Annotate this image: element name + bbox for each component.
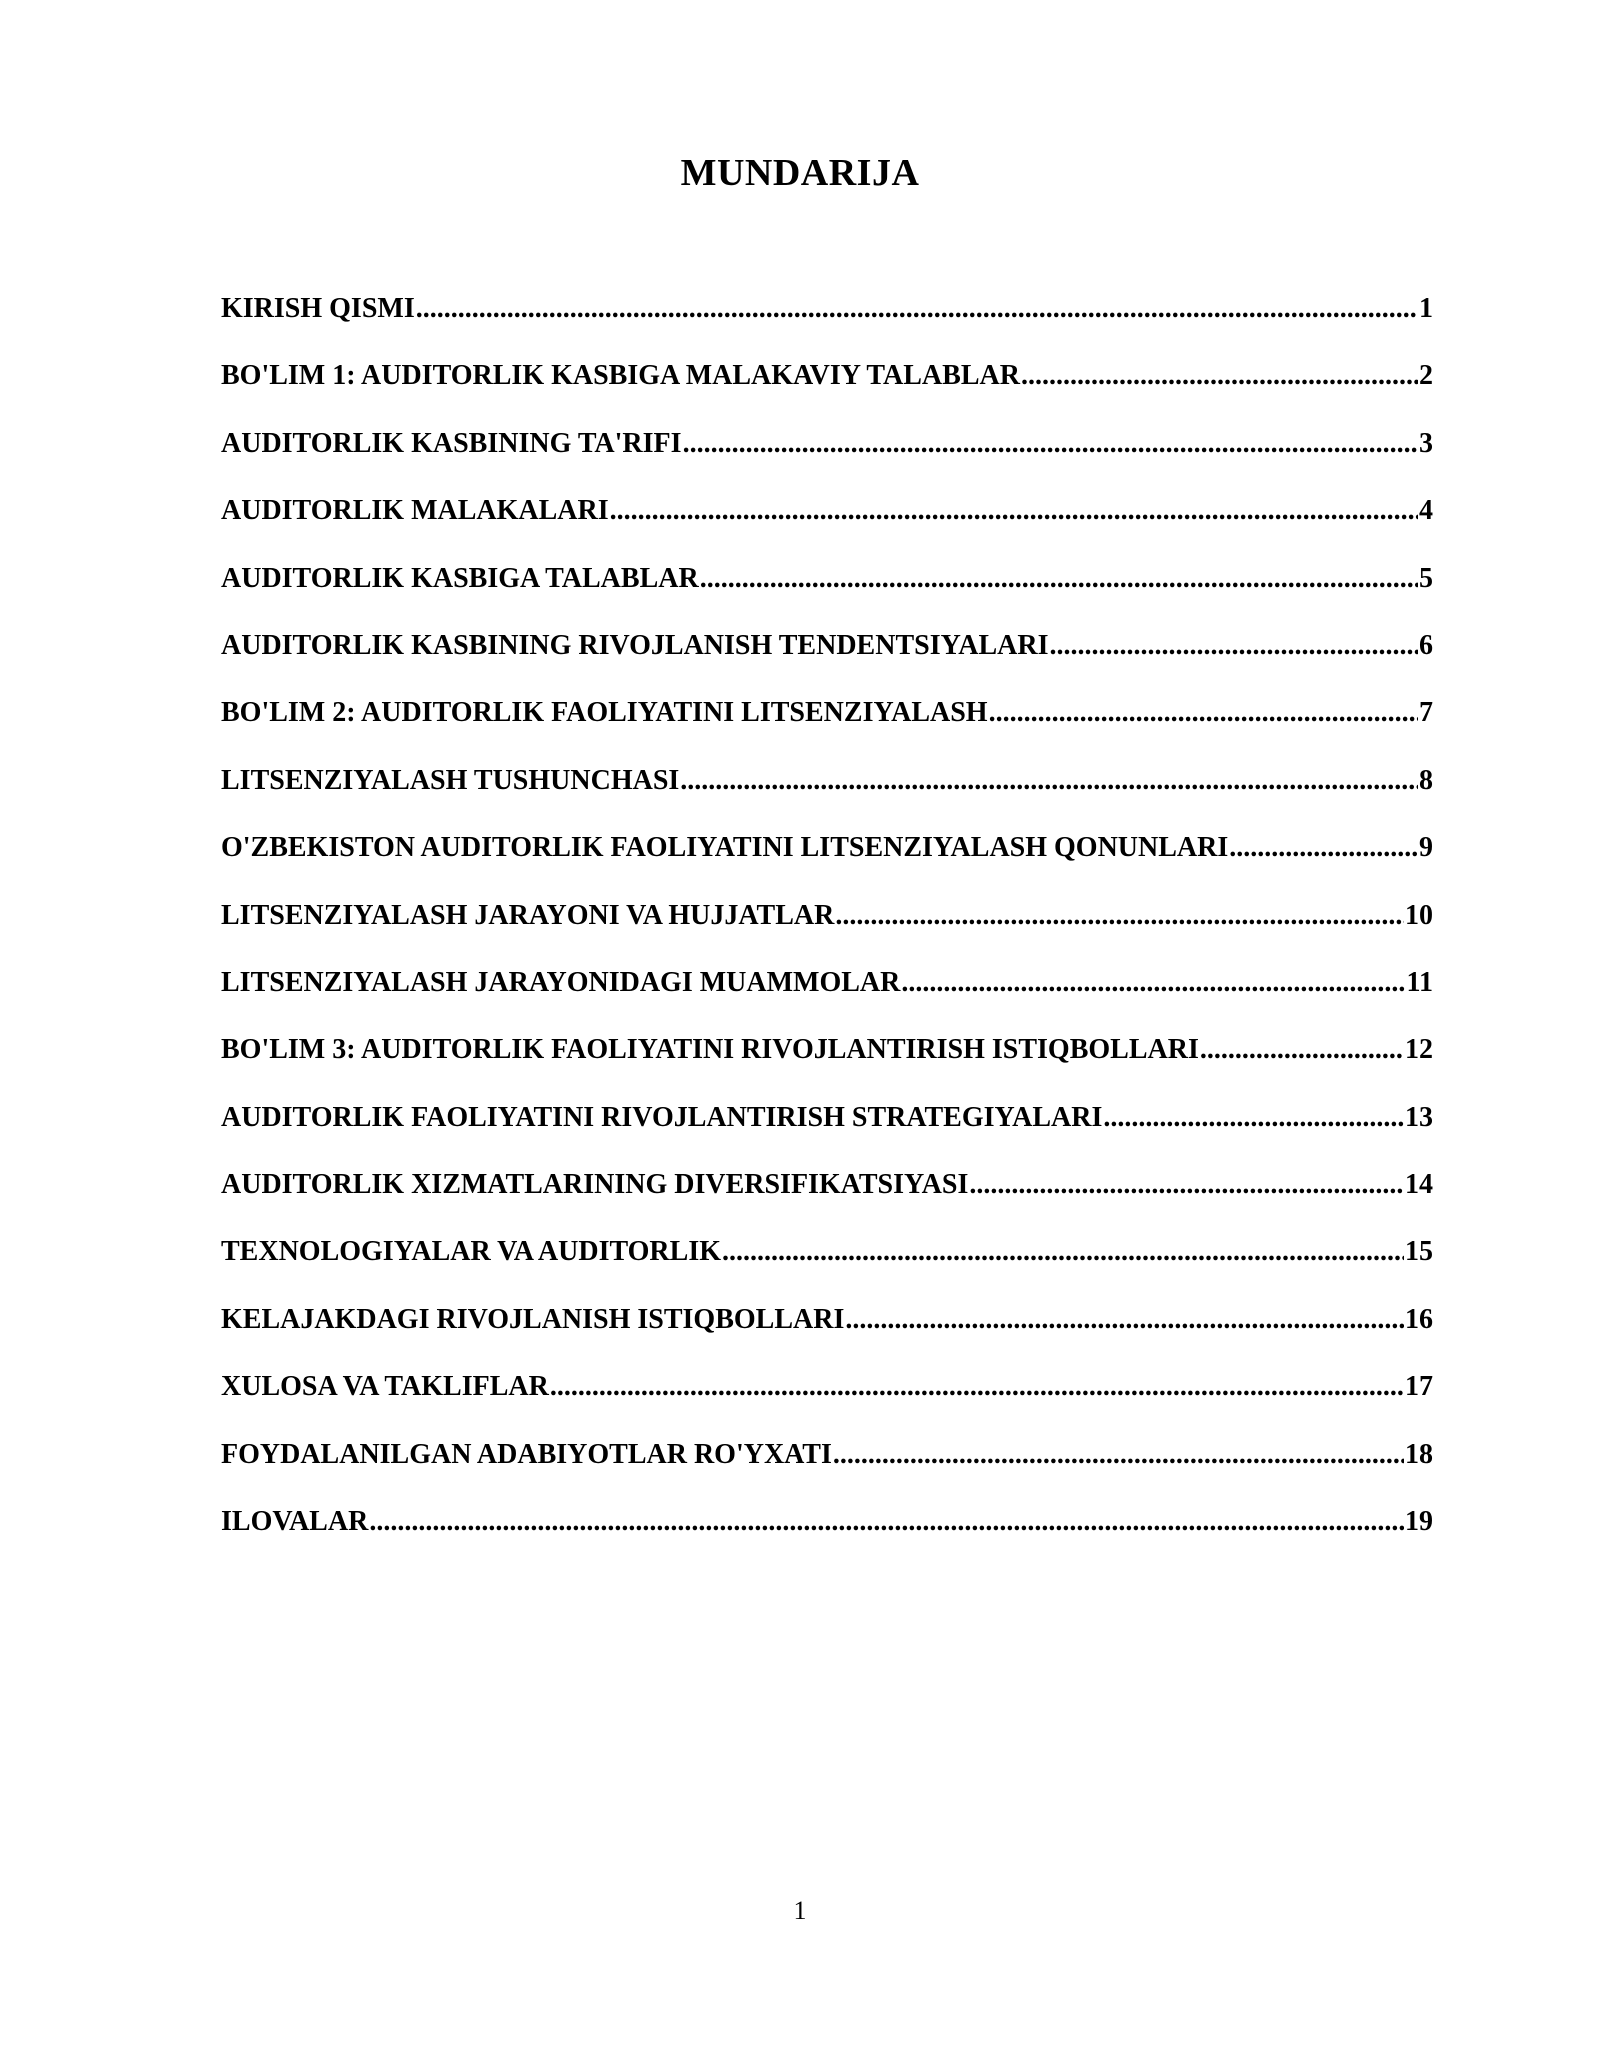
toc-entry-page-number: 10: [1405, 899, 1433, 931]
toc-entry-label: XULOSA VA TAKLIFLAR: [221, 1371, 549, 1403]
toc-entry: [221, 759, 1433, 826]
toc-dot-leader: [1200, 1028, 1404, 1072]
toc-entry-page-number: 12: [1405, 1034, 1433, 1066]
toc-entry-label: KIRISH QISMI: [221, 293, 415, 324]
toc-entry-page-number: 11: [1406, 966, 1433, 998]
toc-entry-page-number: 2: [1419, 360, 1433, 392]
toc-entry-label: AUDITORLIK FAOLIYATINI RIVOJLANTIRISH STRATEGIYALARI: [221, 1101, 1103, 1133]
toc-entry-page-number: 3: [1419, 427, 1433, 459]
toc-entry-label: BO'LIM 3: AUDITORLIK FAOLIYATINI RIVOJLANTIRISH ISTIQBOLLARI: [221, 1034, 1199, 1066]
toc-entry-label: TEXNOLOGIYALAR VA AUDITORLIK: [221, 1236, 722, 1268]
toc-entry-page-number: 18: [1405, 1438, 1433, 1470]
toc-entry: [221, 1365, 1433, 1432]
toc-entry-label: AUDITORLIK MALAKALARI: [221, 495, 609, 527]
page-title: MUNDARIJA: [680, 152, 920, 194]
toc-entry-page-number: 19: [1405, 1506, 1433, 1538]
toc-entry-label: AUDITORLIK XIZMATLARINING DIVERSIFIKATSIYASI: [221, 1169, 969, 1201]
toc-entry: [221, 287, 1433, 354]
toc-dot-leader: [550, 1365, 1404, 1409]
toc-entry-label: LITSENZIYALASH TUSHUNCHASI: [221, 764, 680, 796]
toc-dot-leader: [901, 961, 1405, 1005]
toc-dot-leader: [700, 557, 1418, 601]
toc-entry-page-number: 14: [1405, 1169, 1433, 1201]
toc-entry-label: BO'LIM 2: AUDITORLIK FAOLIYATINI LITSENZIYALASH: [221, 697, 988, 729]
toc-dot-leader: [683, 422, 1418, 466]
page-number: 1: [793, 1896, 807, 1925]
toc-entry-label: KELAJAKDAGI RIVOJLANISH ISTIQBOLLARI: [221, 1303, 845, 1335]
toc-entry: [221, 691, 1433, 758]
toc-entry: [221, 1028, 1433, 1095]
toc-dot-leader: [845, 1298, 1404, 1342]
toc-entry-label: AUDITORLIK KASBIGA TALABLAR: [221, 562, 699, 594]
toc-dot-leader: [835, 894, 1404, 938]
toc-dot-leader: [416, 287, 1418, 331]
toc-entry: [221, 624, 1433, 691]
toc-entry-page-number: 16: [1405, 1303, 1433, 1335]
toc-entry-label: LITSENZIYALASH JARAYONIDAGI MUAMMOLAR: [221, 966, 901, 998]
toc-dot-leader: [1103, 1096, 1404, 1140]
toc-entry: [221, 422, 1433, 489]
toc-entry-page-number: 8: [1419, 764, 1433, 796]
toc-entry-page-number: 7: [1419, 697, 1433, 729]
toc-entry-label: FOYDALANILGAN ADABIYOTLAR RO'YXATI: [221, 1438, 832, 1470]
toc-dot-leader: [833, 1433, 1404, 1477]
toc-entry: [221, 354, 1433, 421]
toc-entry: [221, 1500, 1433, 1567]
toc-entry: [221, 961, 1433, 1028]
toc-entry-page-number: 1: [1419, 293, 1433, 324]
toc-entry: [221, 1230, 1433, 1297]
toc-entry: [221, 1433, 1433, 1500]
toc-entry-page-number: 4: [1419, 495, 1433, 527]
toc-entry-label: LITSENZIYALASH JARAYONI VA HUJJATLAR: [221, 899, 835, 931]
toc-dot-leader: [969, 1163, 1404, 1207]
toc-entry: [221, 826, 1433, 893]
toc-dot-leader: [369, 1500, 1404, 1544]
toc-entry-page-number: 13: [1405, 1101, 1433, 1133]
toc-entry-page-number: 9: [1419, 832, 1433, 864]
toc-dot-leader: [1021, 354, 1418, 398]
toc-entry-page-number: 6: [1419, 629, 1433, 661]
toc-dot-leader: [989, 691, 1418, 735]
toc-entry-label: AUDITORLIK KASBINING TA'RIFI: [221, 427, 682, 459]
toc-entry-label: O'ZBEKISTON AUDITORLIK FAOLIYATINI LITSENZIYALASH QONUNLARI: [221, 832, 1229, 864]
toc-dot-leader: [610, 489, 1418, 533]
toc-entry-page-number: 17: [1405, 1371, 1433, 1403]
table-of-contents: [221, 287, 1433, 1567]
toc-dot-leader: [722, 1230, 1404, 1274]
toc-entry-label: ILOVALAR: [221, 1506, 369, 1538]
toc-entry: [221, 1163, 1433, 1230]
toc-entry-label: BO'LIM 1: AUDITORLIK KASBIGA MALAKAVIY TALABLAR: [221, 360, 1020, 392]
toc-entry: [221, 1096, 1433, 1163]
toc-entry: [221, 489, 1433, 556]
toc-entry: [221, 557, 1433, 624]
toc-dot-leader: [680, 759, 1418, 803]
toc-entry-label: AUDITORLIK KASBINING RIVOJLANISH TENDENTSIYALARI: [221, 629, 1049, 661]
toc-entry: [221, 1298, 1433, 1365]
toc-entry-page-number: 15: [1405, 1236, 1433, 1268]
toc-dot-leader: [1229, 826, 1418, 870]
toc-dot-leader: [1049, 624, 1418, 668]
toc-entry: [221, 894, 1433, 961]
toc-entry-page-number: 5: [1419, 562, 1433, 594]
